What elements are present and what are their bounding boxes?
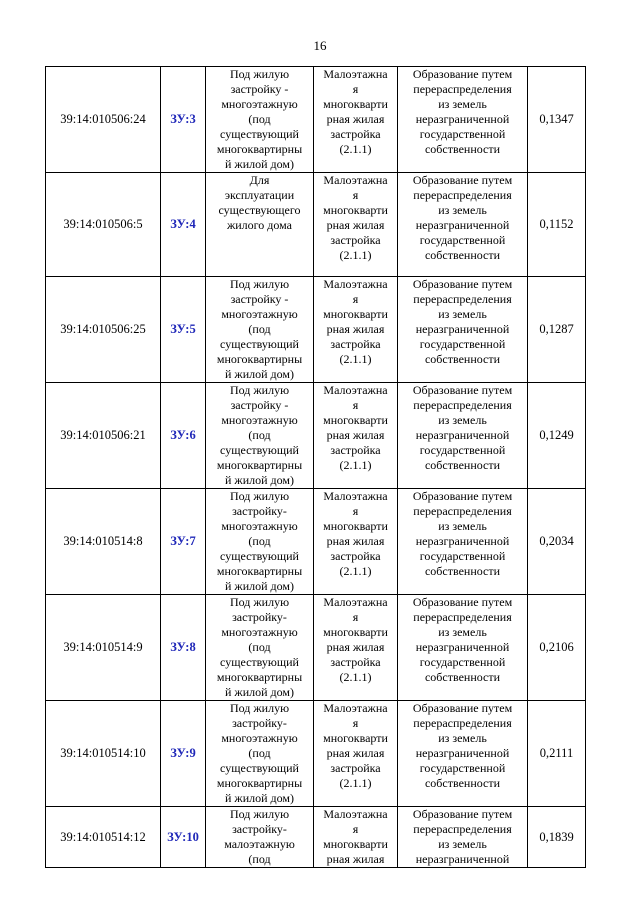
permitted-use-cell-line: застройку- xyxy=(232,610,287,624)
territorial-zone-cell-line: застройка xyxy=(330,127,381,141)
formation-method-cell-line: неразграниченной xyxy=(415,112,510,126)
land-plot-id-cell: ЗУ:7 xyxy=(161,489,206,595)
territorial-zone-cell xyxy=(314,67,398,173)
formation-method-cell-line: государственной xyxy=(419,337,506,351)
table-row xyxy=(46,277,586,383)
territorial-zone-cell-line: многокварти xyxy=(323,203,388,217)
territorial-zone-cell-line: рная жилая xyxy=(326,428,385,442)
territorial-zone-cell-line: (2.1.1) xyxy=(339,776,372,790)
formation-method-cell-line: собственности xyxy=(424,776,501,790)
formation-method-cell-line: из земель xyxy=(438,97,487,111)
permitted-use-cell-line: многоэтажную xyxy=(221,413,298,427)
territorial-zone-cell-line: Малоэтажна xyxy=(323,67,388,81)
territorial-zone-cell-line: (2.1.1) xyxy=(339,142,372,156)
area-cell: 0,1152 xyxy=(528,173,586,277)
table-row xyxy=(46,173,586,277)
formation-method-cell-line: собственности xyxy=(424,352,501,366)
territorial-zone-cell-line: рная жилая xyxy=(326,640,385,654)
territorial-zone-cell-line: многокварти xyxy=(323,519,388,533)
territorial-zone-cell-line: Малоэтажна xyxy=(323,595,388,609)
cadastral-number-cell: 39:14:010506:24 xyxy=(46,67,161,173)
permitted-use-cell xyxy=(206,277,314,383)
area-cell: 0,1839 xyxy=(528,807,586,868)
territorial-zone-cell-line: многокварти xyxy=(323,837,388,851)
cadastral-number-cell: 39:14:010506:5 xyxy=(46,173,161,277)
permitted-use-cell-line: многоэтажную xyxy=(221,519,298,533)
formation-method-cell-line: Образование путем xyxy=(412,489,513,503)
territorial-zone-cell-line: (2.1.1) xyxy=(339,670,372,684)
table-row xyxy=(46,489,586,595)
formation-method-cell xyxy=(398,383,528,489)
permitted-use-cell-line: (под xyxy=(248,534,271,548)
territorial-zone-cell-line: рная жилая xyxy=(326,218,385,232)
permitted-use-cell-line: (под xyxy=(248,112,271,126)
permitted-use-cell-line: существующий xyxy=(220,443,299,457)
formation-method-cell-line: из земель xyxy=(438,413,487,427)
permitted-use-cell-line: й жилой дом) xyxy=(224,473,294,487)
formation-method-cell-line: Образование путем xyxy=(412,67,513,81)
formation-method-cell-line: неразграниченной xyxy=(415,640,510,654)
territorial-zone-cell-line: застройка xyxy=(330,443,381,457)
permitted-use-cell-line: эксплуатации xyxy=(224,188,295,202)
territorial-zone-cell-line: многокварти xyxy=(323,731,388,745)
formation-method-cell xyxy=(398,277,528,383)
formation-method-cell-line: собственности xyxy=(424,248,501,262)
territorial-zone-cell-line: я xyxy=(352,822,359,836)
permitted-use-cell-line: (под xyxy=(248,640,271,654)
territorial-zone-cell-line: (2.1.1) xyxy=(339,248,372,262)
permitted-use-cell-line: многоквартирны xyxy=(216,670,303,684)
permitted-use-cell-line: Для xyxy=(249,173,270,187)
formation-method-cell-line: Образование путем xyxy=(412,173,513,187)
formation-method-cell-line: государственной xyxy=(419,549,506,563)
territorial-zone-cell-line: Малоэтажна xyxy=(323,489,388,503)
formation-method-cell-line: перераспределения xyxy=(413,292,512,306)
territorial-zone-cell-line: рная жилая xyxy=(326,322,385,336)
formation-method-cell-line: государственной xyxy=(419,443,506,457)
area-cell: 0,2034 xyxy=(528,489,586,595)
territorial-zone-cell-line: я xyxy=(352,504,359,518)
territorial-zone-cell-line: я xyxy=(352,716,359,730)
territorial-zone-cell-line: (2.1.1) xyxy=(339,352,372,366)
formation-method-cell-line: из земель xyxy=(438,625,487,639)
permitted-use-cell-line: существующего xyxy=(218,203,301,217)
permitted-use-cell-line: Под жилую xyxy=(229,701,290,715)
formation-method-cell-line: государственной xyxy=(419,761,506,775)
permitted-use-cell-line: многоквартирны xyxy=(216,776,303,790)
formation-method-cell-line: собственности xyxy=(424,564,501,578)
territorial-zone-cell-line: я xyxy=(352,398,359,412)
formation-method-cell-line: Образование путем xyxy=(412,807,513,821)
territorial-zone-cell-line: застройка xyxy=(330,761,381,775)
area-cell: 0,1287 xyxy=(528,277,586,383)
territorial-zone-cell-line: Малоэтажна xyxy=(323,807,388,821)
territorial-zone-cell-line: многокварти xyxy=(323,307,388,321)
formation-method-cell-line: неразграниченной xyxy=(415,428,510,442)
parcels-table xyxy=(45,66,586,868)
permitted-use-cell xyxy=(206,173,314,277)
territorial-zone-cell xyxy=(314,807,398,868)
land-plot-id-cell: ЗУ:4 xyxy=(161,173,206,277)
formation-method-cell-line: перераспределения xyxy=(413,398,512,412)
territorial-zone-cell xyxy=(314,489,398,595)
permitted-use-cell-line: (под xyxy=(248,852,271,866)
territorial-zone-cell-line: Малоэтажна xyxy=(323,173,388,187)
formation-method-cell-line: государственной xyxy=(419,127,506,141)
formation-method-cell xyxy=(398,489,528,595)
table-row xyxy=(46,595,586,701)
land-plot-id-cell: ЗУ:5 xyxy=(161,277,206,383)
permitted-use-cell xyxy=(206,489,314,595)
permitted-use-cell-line: й жилой дом) xyxy=(224,157,294,171)
territorial-zone-cell xyxy=(314,277,398,383)
permitted-use-cell-line: й жилой дом) xyxy=(224,685,294,699)
formation-method-cell-line: собственности xyxy=(424,142,501,156)
formation-method-cell-line: из земель xyxy=(438,731,487,745)
cadastral-number-cell: 39:14:010506:21 xyxy=(46,383,161,489)
territorial-zone-cell xyxy=(314,173,398,277)
permitted-use-cell-line: многоквартирны xyxy=(216,564,303,578)
permitted-use-cell-line: й жилой дом) xyxy=(224,367,294,381)
permitted-use-cell-line: Под жилую xyxy=(229,277,290,291)
territorial-zone-cell-line: застройка xyxy=(330,655,381,669)
formation-method-cell-line: неразграниченной xyxy=(415,322,510,336)
cadastral-number-cell: 39:14:010506:25 xyxy=(46,277,161,383)
formation-method-cell-line: собственности xyxy=(424,670,501,684)
table-row xyxy=(46,807,586,868)
formation-method-cell-line: собственности xyxy=(424,458,501,472)
formation-method-cell-line: перераспределения xyxy=(413,610,512,624)
permitted-use-cell-line: (под xyxy=(248,746,271,760)
formation-method-cell-line: перераспределения xyxy=(413,504,512,518)
territorial-zone-cell xyxy=(314,701,398,807)
formation-method-cell-line: Образование путем xyxy=(412,701,513,715)
territorial-zone-cell-line: рная жилая xyxy=(326,534,385,548)
parcels-table-body xyxy=(46,67,586,868)
permitted-use-cell xyxy=(206,807,314,868)
permitted-use-cell-line: многоэтажную xyxy=(221,307,298,321)
formation-method-cell xyxy=(398,67,528,173)
formation-method-cell-line: государственной xyxy=(419,655,506,669)
formation-method-cell xyxy=(398,173,528,277)
permitted-use-cell-line: существующий xyxy=(220,761,299,775)
cadastral-number-cell: 39:14:010514:8 xyxy=(46,489,161,595)
formation-method-cell-line: перераспределения xyxy=(413,82,512,96)
area-cell: 0,1249 xyxy=(528,383,586,489)
territorial-zone-cell xyxy=(314,595,398,701)
permitted-use-cell-line: й жилой дом) xyxy=(224,579,294,593)
permitted-use-cell-line: малоэтажную xyxy=(224,837,295,851)
cadastral-number-cell: 39:14:010514:10 xyxy=(46,701,161,807)
formation-method-cell-line: перераспределения xyxy=(413,822,512,836)
territorial-zone-cell-line: Малоэтажна xyxy=(323,277,388,291)
formation-method-cell xyxy=(398,807,528,868)
territorial-zone-cell xyxy=(314,383,398,489)
formation-method-cell xyxy=(398,595,528,701)
permitted-use-cell xyxy=(206,383,314,489)
permitted-use-cell-line: застройку- xyxy=(232,822,287,836)
formation-method-cell-line: неразграниченной xyxy=(415,534,510,548)
formation-method-cell-line: неразграниченной xyxy=(415,852,510,866)
permitted-use-cell-line: многоквартирны xyxy=(216,142,303,156)
permitted-use-cell xyxy=(206,595,314,701)
permitted-use-cell-line: Под жилую xyxy=(229,489,290,503)
permitted-use-cell-line: существующий xyxy=(220,655,299,669)
permitted-use-cell xyxy=(206,701,314,807)
permitted-use-cell-line: существующий xyxy=(220,337,299,351)
formation-method-cell-line: Образование путем xyxy=(412,595,513,609)
territorial-zone-cell-line: Малоэтажна xyxy=(323,701,388,715)
territorial-zone-cell-line: застройка xyxy=(330,549,381,563)
territorial-zone-cell-line: я xyxy=(352,610,359,624)
cadastral-number-cell: 39:14:010514:12 xyxy=(46,807,161,868)
permitted-use-cell-line: существующий xyxy=(220,549,299,563)
territorial-zone-cell-line: Малоэтажна xyxy=(323,383,388,397)
permitted-use-cell xyxy=(206,67,314,173)
territorial-zone-cell-line: рная жилая xyxy=(326,852,385,866)
territorial-zone-cell-line: рная жилая xyxy=(326,746,385,760)
territorial-zone-cell-line: (2.1.1) xyxy=(339,458,372,472)
territorial-zone-cell-line: (2.1.1) xyxy=(339,564,372,578)
land-plot-id-cell: ЗУ:3 xyxy=(161,67,206,173)
permitted-use-cell-line: многоэтажную xyxy=(221,97,298,111)
formation-method-cell-line: Образование путем xyxy=(412,277,513,291)
formation-method-cell-line: перераспределения xyxy=(413,188,512,202)
formation-method-cell-line: государственной xyxy=(419,233,506,247)
permitted-use-cell-line: (под xyxy=(248,322,271,336)
permitted-use-cell-line: многоквартирны xyxy=(216,352,303,366)
permitted-use-cell-line: застройку - xyxy=(230,292,289,306)
permitted-use-cell-line: застройку - xyxy=(230,398,289,412)
permitted-use-cell-line: застройку - xyxy=(230,82,289,96)
area-cell: 0,2111 xyxy=(528,701,586,807)
territorial-zone-cell-line: рная жилая xyxy=(326,112,385,126)
permitted-use-cell-line: многоэтажную xyxy=(221,625,298,639)
formation-method-cell-line: Образование путем xyxy=(412,383,513,397)
formation-method-cell-line: из земель xyxy=(438,519,487,533)
cadastral-number-cell: 39:14:010514:9 xyxy=(46,595,161,701)
permitted-use-cell-line: Под жилую xyxy=(229,67,290,81)
territorial-zone-cell-line: многокварти xyxy=(323,625,388,639)
formation-method-cell-line: неразграниченной xyxy=(415,218,510,232)
area-cell: 0,1347 xyxy=(528,67,586,173)
permitted-use-cell-line: существующий xyxy=(220,127,299,141)
area-cell: 0,2106 xyxy=(528,595,586,701)
land-plot-id-cell: ЗУ:10 xyxy=(161,807,206,868)
permitted-use-cell-line: застройку- xyxy=(232,504,287,518)
land-plot-id-cell: ЗУ:6 xyxy=(161,383,206,489)
permitted-use-cell-line: й жилой дом) xyxy=(224,791,294,805)
territorial-zone-cell-line: многокварти xyxy=(323,97,388,111)
permitted-use-cell-line: многоэтажную xyxy=(221,731,298,745)
permitted-use-cell-line: застройку- xyxy=(232,716,287,730)
permitted-use-cell-line: Под жилую xyxy=(229,595,290,609)
land-plot-id-cell: ЗУ:8 xyxy=(161,595,206,701)
permitted-use-cell-line: жилого дома xyxy=(226,218,293,232)
table-row xyxy=(46,383,586,489)
territorial-zone-cell-line: я xyxy=(352,292,359,306)
table-row xyxy=(46,701,586,807)
territorial-zone-cell-line: многокварти xyxy=(323,413,388,427)
formation-method-cell-line: из земель xyxy=(438,837,487,851)
territorial-zone-cell-line: застройка xyxy=(330,337,381,351)
formation-method-cell-line: из земель xyxy=(438,307,487,321)
page-number: 16 xyxy=(313,38,327,53)
permitted-use-cell-line: многоквартирны xyxy=(216,458,303,472)
permitted-use-cell-line: Под жилую xyxy=(229,383,290,397)
formation-method-cell-line: неразграниченной xyxy=(415,746,510,760)
formation-method-cell-line: из земель xyxy=(438,203,487,217)
territorial-zone-cell-line: я xyxy=(352,188,359,202)
table-row xyxy=(46,67,586,173)
territorial-zone-cell-line: я xyxy=(352,82,359,96)
territorial-zone-cell-line: застройка xyxy=(330,233,381,247)
permitted-use-cell-line: (под xyxy=(248,428,271,442)
formation-method-cell-line: перераспределения xyxy=(413,716,512,730)
land-plot-id-cell: ЗУ:9 xyxy=(161,701,206,807)
permitted-use-cell-line: Под жилую xyxy=(229,807,290,821)
formation-method-cell xyxy=(398,701,528,807)
